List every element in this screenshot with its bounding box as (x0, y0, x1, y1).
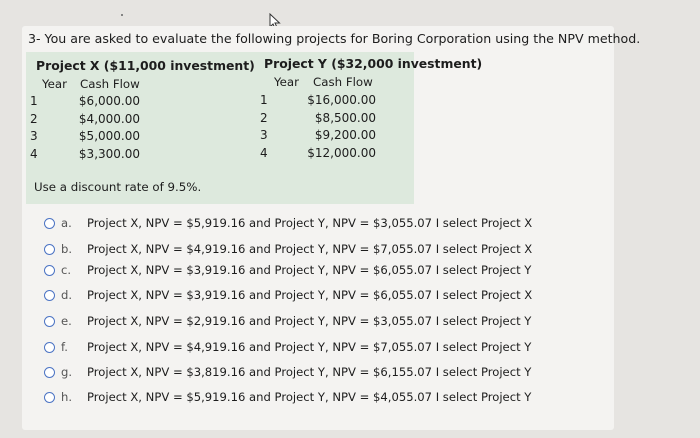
option-letter: h. (61, 390, 73, 404)
option-letter: a. (61, 216, 72, 230)
project-y-cash-flow: $16,000.00 (307, 93, 376, 107)
radio-button[interactable] (44, 290, 55, 301)
option-text: Project X, NPV = $3,919.16 and Project Y, NPV = $6,055.07 I select Project X (87, 288, 533, 302)
option-c[interactable] (44, 261, 531, 279)
option-text: Project X, NPV = $3,919.16 and Project Y, NPV = $6,055.07 I select Project Y (87, 263, 532, 277)
option-letter: b. (61, 242, 73, 256)
project-x-year: 3 (30, 129, 38, 143)
project-y-year: 2 (260, 111, 268, 125)
project-x-cash-flow: $4,000.00 (78, 112, 140, 126)
option-text: Project X, NPV = $3,819.16 and Project Y, NPV = $6,155.07 I select Project Y (87, 365, 532, 379)
option-text: Project X, NPV = $2,919.16 and Project Y, NPV = $3,055.07 I select Project Y (87, 314, 532, 328)
project-y-year-header: Year (274, 75, 299, 89)
option-letter: f. (61, 340, 68, 354)
option-a[interactable] (44, 214, 532, 232)
radio-button[interactable] (44, 265, 55, 276)
option-text: Project X, NPV = $5,919.16 and Project Y, NPV = $4,055.07 I select Project Y (87, 390, 532, 404)
stray-dot (121, 14, 123, 16)
project-x-year-header: Year (42, 77, 67, 91)
question-text: 3- You are asked to evaluate the following projects for Boring Corporation using the NPV method. (28, 31, 641, 46)
project-x-cashflow-header: Cash Flow (80, 77, 140, 91)
radio-button[interactable] (44, 367, 55, 378)
radio-button[interactable] (44, 392, 55, 403)
option-b[interactable] (44, 240, 532, 258)
option-d[interactable] (44, 286, 532, 304)
option-g[interactable] (44, 363, 531, 381)
project-x-year: 2 (30, 112, 38, 126)
radio-button[interactable] (44, 342, 55, 353)
radio-button[interactable] (44, 218, 55, 229)
project-y-cashflow-header: Cash Flow (313, 75, 373, 89)
project-y-cash-flow: $8,500.00 (314, 111, 376, 125)
project-y-cash-flow: $12,000.00 (307, 146, 376, 160)
option-letter: g. (61, 365, 73, 379)
option-text: Project X, NPV = $5,919.16 and Project Y, NPV = $3,055.07 I select Project X (87, 216, 533, 230)
radio-button[interactable] (44, 316, 55, 327)
discount-rate-text: Use a discount rate of 9.5%. (34, 180, 202, 194)
project-y-year: 3 (260, 128, 268, 142)
option-letter: d. (61, 288, 73, 302)
option-e[interactable] (44, 312, 531, 330)
radio-button[interactable] (44, 244, 55, 255)
project-x-title: Project X ($11,000 investment) (36, 58, 255, 73)
option-letter: e. (61, 314, 72, 328)
project-x-year: 4 (30, 147, 38, 161)
project-x-cash-flow: $3,300.00 (78, 147, 140, 161)
project-x-cash-flow: $6,000.00 (78, 94, 140, 108)
project-y-cash-flow: $9,200.00 (314, 128, 376, 142)
option-text: Project X, NPV = $4,919.16 and Project Y, NPV = $7,055.07 I select Project Y (87, 340, 532, 354)
project-y-year: 1 (260, 93, 268, 107)
option-h[interactable] (44, 388, 531, 406)
project-y-year: 4 (260, 146, 268, 160)
option-f[interactable] (44, 338, 531, 356)
option-letter: c. (61, 263, 72, 277)
project-y-title: Project Y ($32,000 investment) (264, 56, 483, 71)
project-x-cash-flow: $5,000.00 (78, 129, 140, 143)
option-text: Project X, NPV = $4,919.16 and Project Y, NPV = $7,055.07 I select Project X (87, 242, 533, 256)
project-x-year: 1 (30, 94, 38, 108)
